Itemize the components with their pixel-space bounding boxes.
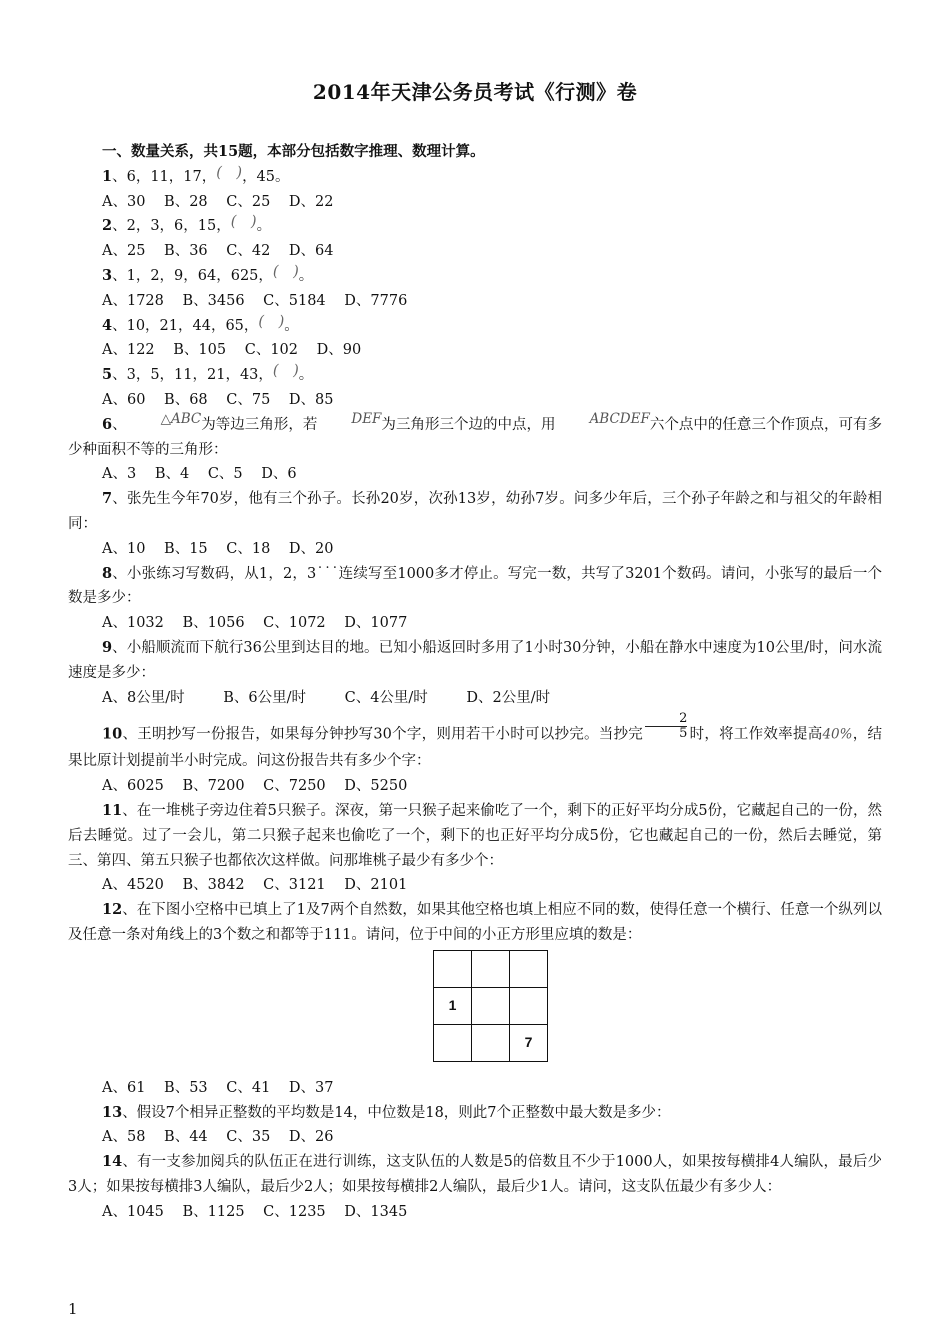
question-number: 14 [102, 1153, 123, 1171]
grid-cell [510, 987, 548, 1024]
question-text: 、在下图小空格中已填上了1及7两个自然数，如果其他空格也填上相应不同的数，使得任意一个横行、任意一个纵列以及任意一条对角线上的3个数之和都等于111。请问，位于中间的小正方形里应填的数是： [68, 902, 882, 943]
percent-value: 40% [822, 726, 853, 743]
option-d: D、2公里/时 [466, 689, 551, 706]
question-text: 、张先生今年70岁，他有三个孙子。长孙20岁，次孙13岁，幼孙7岁。问多少年后，三个孙子年龄之和与祖父的年龄相同： [68, 491, 882, 532]
question-text: 、3，5，11，21，43， [112, 367, 273, 384]
question-number: 3 [102, 266, 113, 284]
option-c: C、5 [207, 466, 243, 483]
option-a: A、10 [102, 540, 146, 557]
answer-blank: ( ) [272, 363, 299, 380]
option-c: C、42 [226, 243, 271, 260]
option-c: C、3121 [263, 877, 326, 894]
option-a: A、1045 [102, 1203, 164, 1220]
question-number: 9 [102, 638, 113, 656]
option-b: B、15 [164, 540, 208, 557]
options-8 [68, 611, 882, 636]
option-c: C、41 [226, 1079, 271, 1096]
option-a: A、1728 [102, 292, 164, 309]
question-number: 12 [102, 901, 123, 919]
option-c: C、1072 [263, 615, 326, 632]
option-a: A、60 [102, 391, 146, 408]
section-heading: 一、数量关系，共15题，本部分包括数字推理、数理计算。 [102, 143, 485, 160]
grid-cell: 7 [510, 1024, 548, 1061]
options-12 [68, 1076, 882, 1101]
question-text: 、小张练习写数码，从1，2，3˙˙˙连续写至1000多才停止。写完一数，共写了3201个数码。请问，小张写的最后一个数是多少： [68, 565, 882, 607]
question-12 [68, 898, 882, 948]
option-c: C、35 [226, 1129, 271, 1146]
question-5 [68, 363, 882, 388]
page-number: 1 [68, 1300, 78, 1318]
option-a: A、6025 [102, 778, 164, 795]
option-a: A、61 [102, 1079, 146, 1096]
option-d: D、26 [288, 1129, 334, 1146]
option-c: C、5184 [263, 292, 326, 309]
question-text: 、1，2，9，64，625， [112, 267, 273, 284]
question-number: 7 [102, 490, 113, 508]
option-d: D、5250 [344, 778, 408, 795]
question-tail: 。 [298, 367, 314, 384]
question-tail: 。 [284, 317, 299, 334]
question-text: 、10，21，44，65， [112, 317, 259, 334]
option-a: A、30 [102, 193, 146, 210]
option-d: D、7776 [344, 292, 408, 309]
question-number: 2 [102, 217, 113, 235]
option-c: C、7250 [263, 778, 326, 795]
option-a: A、4520 [102, 877, 164, 894]
answer-blank: ( ) [230, 214, 257, 231]
option-b: B、3842 [182, 877, 245, 894]
question-7 [68, 487, 882, 537]
answer-blank: ( ) [272, 263, 299, 280]
option-d: D、22 [288, 193, 334, 210]
question-text: 、小船顺流而下航行36公里到达目的地。已知小船返回时多用了1小时30分钟，小船在静水中速度为10公里/时，问水流速度是多少： [68, 639, 882, 681]
question-number: 5 [102, 366, 113, 384]
options-10 [68, 774, 882, 799]
question-8 [68, 562, 882, 612]
option-a: A、8公里/时 [102, 689, 185, 706]
question-1 [68, 165, 882, 190]
math-triangle-abc: △ABC [160, 410, 202, 427]
question-list [68, 140, 882, 1224]
option-b: B、36 [164, 243, 208, 260]
magic-square-grid [433, 950, 548, 1062]
question-3 [68, 264, 882, 289]
option-b: B、6公里/时 [223, 689, 306, 706]
fraction [645, 712, 687, 741]
fraction-numerator: 2 [679, 711, 688, 727]
option-b: B、68 [164, 391, 208, 408]
question-text: 、假设7个相异正整数的平均数是14，中位数是18，则此7个正整数中最大数是多少： [122, 1104, 671, 1121]
question-number: 1 [102, 167, 113, 185]
option-d: D、6 [261, 466, 297, 483]
option-b: B、4 [154, 466, 190, 483]
answer-blank: ( ) [258, 313, 285, 330]
option-c: C、25 [226, 193, 271, 210]
question-text: 、2，3，6，15， [112, 218, 231, 235]
option-b: B、44 [164, 1129, 208, 1146]
magic-square-figure [68, 948, 882, 1076]
options-7 [68, 537, 882, 562]
option-d: D、64 [288, 243, 334, 260]
question-text: 、6，11，17， [112, 168, 217, 185]
option-c: C、102 [244, 342, 298, 359]
option-b: B、105 [173, 342, 227, 359]
question-10 [68, 711, 883, 774]
options-11 [68, 873, 882, 898]
question-number: 8 [102, 564, 113, 582]
question-number: 6 [102, 415, 113, 433]
option-d: D、90 [316, 342, 362, 359]
question-text: ，结果比原计划提前半小时完成。问这份报告共有多少个字： [68, 726, 883, 770]
option-b: B、3456 [182, 292, 245, 309]
grid-cell [472, 1024, 510, 1061]
grid-cell: 1 [434, 987, 472, 1024]
option-d: D、20 [288, 540, 334, 557]
grid-cell [510, 950, 548, 987]
question-text: 六个点中的任意三个作顶点，可有多少种面积不等的三角形： [68, 416, 883, 458]
grid-cell-center [472, 987, 510, 1024]
grid-cell [472, 950, 510, 987]
question-tail: 。 [256, 218, 272, 235]
options-3 [68, 289, 882, 314]
options-2 [68, 239, 882, 264]
option-d: D、2101 [344, 877, 408, 894]
option-d: D、1345 [344, 1203, 408, 1220]
question-text: 为等边三角形，若 [201, 416, 318, 433]
options-1 [68, 190, 882, 215]
question-6: 6、 △ABC为等边三角形，若 DEF为三角形三个边的中点，用 ABCDEF六个点中的任意三个作顶点，可有多少种面积不等的三角形： [68, 413, 882, 463]
option-a: A、3 [102, 466, 137, 483]
option-d: D、37 [288, 1079, 334, 1096]
option-c: C、18 [226, 540, 271, 557]
question-number: 4 [102, 316, 113, 334]
option-b: B、1056 [182, 615, 245, 632]
grid-cell [434, 1024, 472, 1061]
option-b: B、53 [164, 1079, 208, 1096]
question-9 [68, 636, 882, 686]
option-a: A、1032 [102, 615, 164, 632]
question-4 [68, 314, 882, 339]
question-tail: 。 [298, 267, 314, 284]
question-text: 时，将工作效率提高 [689, 726, 823, 743]
option-a: A、122 [102, 342, 155, 359]
fraction-denominator: 5 [645, 726, 687, 741]
options-14 [68, 1200, 882, 1225]
document-title: 2014年天津公务员考试《行测》卷 [312, 80, 638, 104]
option-a: A、58 [102, 1129, 146, 1146]
question-number: 11 [102, 801, 123, 819]
question-text: 、在一堆桃子旁边住着5只猴子。深夜，第一只猴子起来偷吃了一个，剩下的正好平均分成5份，它藏起自己的一份，然后去睡觉。过了一会儿，第二只猴子起来也偷吃了一个，剩下的也正好平均分成5份，它也藏起自己的一份，然后去睡觉，第三、第四、第五只猴子也都依次这样做。问那堆桃子最少有多少个： [68, 802, 882, 869]
option-d: D、85 [288, 391, 334, 408]
option-b: B、28 [164, 193, 208, 210]
option-a: A、25 [102, 243, 146, 260]
question-text: 、王明抄写一份报告，如果每分钟抄写30个字，则用若干小时可以抄完。当抄完 [122, 726, 644, 743]
math-abcdef: ABCDEF [589, 410, 650, 427]
question-tail: ，45。 [242, 168, 290, 185]
question-number: 13 [102, 1103, 123, 1121]
question-14 [68, 1150, 882, 1200]
grid-cell [434, 950, 472, 987]
answer-blank: ( ) [216, 164, 243, 181]
option-b: B、7200 [182, 778, 245, 795]
option-c: C、1235 [263, 1203, 326, 1220]
option-d: D、1077 [344, 615, 408, 632]
options-4 [68, 338, 882, 363]
question-11 [68, 799, 882, 873]
question-13 [68, 1101, 882, 1126]
options-9 [68, 686, 882, 711]
question-2 [68, 214, 882, 239]
options-6 [68, 462, 882, 487]
option-b: B、1125 [182, 1203, 245, 1220]
options-13 [68, 1125, 882, 1150]
math-def: DEF [351, 410, 382, 427]
option-c: C、75 [226, 391, 271, 408]
question-text: 为三角形三个边的中点，用 [381, 416, 556, 433]
option-c: C、4公里/时 [344, 689, 428, 706]
question-number: 10 [102, 725, 123, 743]
question-text: 、有一支参加阅兵的队伍正在进行训练，这支队伍的人数是5的倍数且不少于1000人，如果按每横排4人编队，最后少3人；如果按每横排3人编队，最后少2人；如果按每横排2人编队，最后少1人。请问，这支队伍最少有多少人： [68, 1154, 882, 1195]
